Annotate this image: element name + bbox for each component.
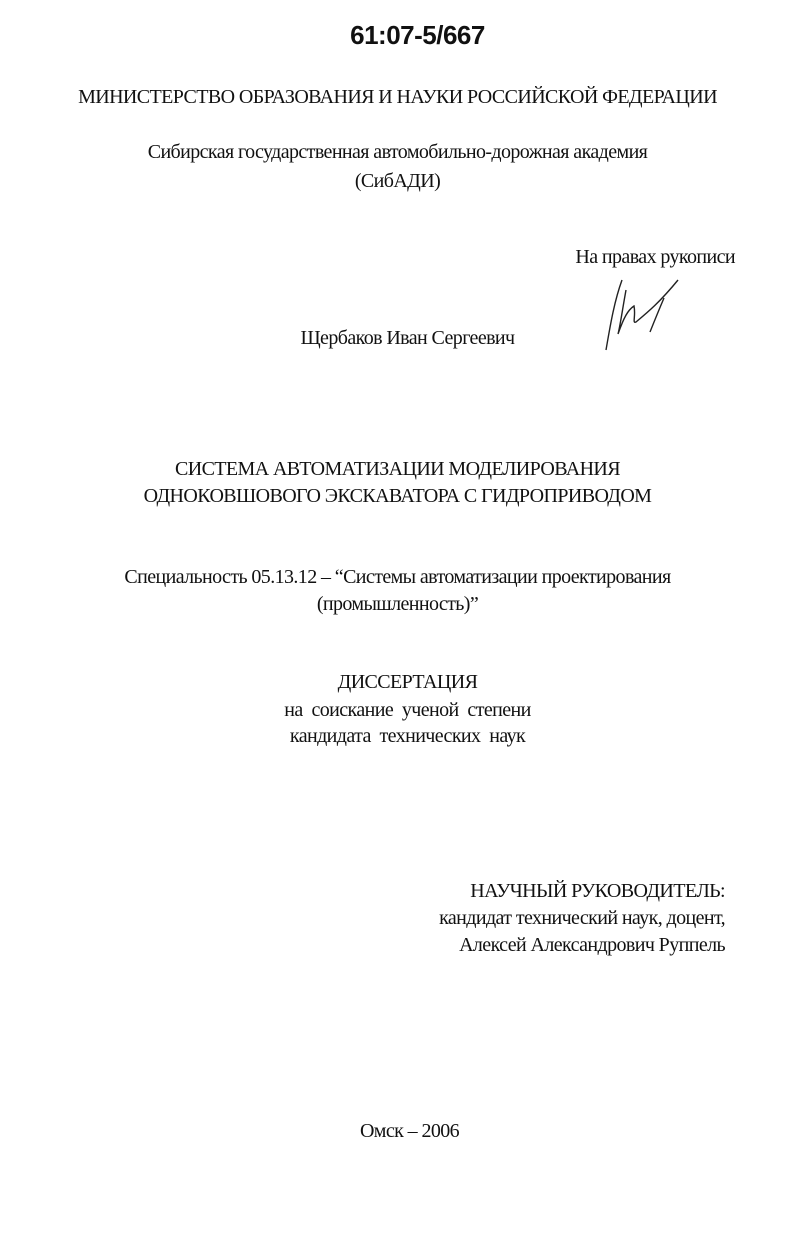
degree-line-1: на соискание ученой степени — [284, 699, 531, 721]
institution-name: Сибирская государственная автомобильно-дорожная академия — [147, 141, 648, 163]
supervisor-name: Алексей Александрович Руппель — [459, 934, 725, 956]
author-name: Щербаков Иван Сергеевич — [300, 327, 515, 349]
degree-line-2: кандидата технических наук — [289, 725, 526, 747]
place-year: Омск – 2006 — [359, 1120, 460, 1142]
specialty-line-2: (промышленность)” — [316, 593, 479, 615]
work-type: ДИССЕРТАЦИЯ — [337, 671, 478, 693]
institution-abbr: (СибАДИ) — [354, 170, 441, 192]
catalog-code: 61:07-5/667 — [350, 20, 485, 50]
manuscript-note: На правах рукописи — [575, 246, 735, 268]
specialty-line-1: Специальность 05.13.12 – “Системы автоматизации проектирования — [124, 566, 671, 588]
supervisor-title: кандидат технический наук, доцент, — [439, 907, 725, 929]
title-line-1: СИСТЕМА АВТОМАТИЗАЦИИ МОДЕЛИРОВАНИЯ — [174, 458, 621, 480]
supervisor-heading: НАУЧНЫЙ РУКОВОДИТЕЛЬ: — [470, 880, 725, 902]
title-line-2: ОДНОКОВШОВОГО ЭКСКАВАТОРА С ГИДРОПРИВОДОМ — [143, 485, 652, 507]
ministry-heading: МИНИСТЕРСТВО ОБРАЗОВАНИЯ И НАУКИ РОССИЙСКОЙ ФЕДЕРАЦИИ — [78, 86, 717, 108]
